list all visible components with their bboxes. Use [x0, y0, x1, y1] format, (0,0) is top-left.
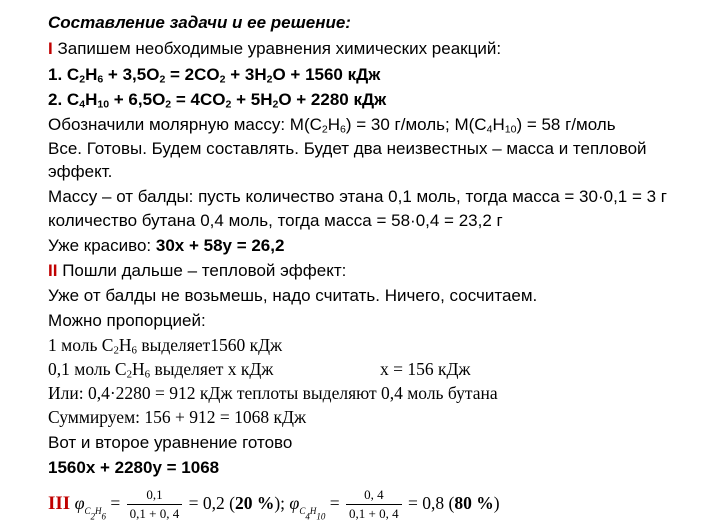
eq1-sub: 2 — [159, 73, 166, 86]
eq1-number: 1. — [48, 65, 63, 84]
fraction-numerator: 0, 4 — [346, 487, 402, 505]
pretty-text: Уже красиво: — [48, 236, 156, 255]
molar-sub: 2 — [321, 123, 328, 136]
molar-part: ) = 58 г/моль — [516, 115, 616, 134]
molar-part: ) = 30 г/моль; М(C — [345, 115, 487, 134]
molar-sub: 4 — [486, 123, 493, 136]
prop1-part: H — [118, 335, 132, 355]
eq2-sub: 2 — [272, 98, 279, 111]
prop2-sub: 2 — [126, 368, 133, 381]
phi-sub: C — [84, 506, 91, 517]
prop1-part: 1 моль C — [48, 335, 114, 355]
ready-line-2: эффект. — [48, 162, 113, 181]
proportion-row-1 — [48, 334, 282, 356]
result-butane: = 0,8 ( — [408, 493, 455, 513]
sum-line: Суммируем: 156 + 912 = 1068 кДж — [48, 407, 307, 427]
eq2-sub: 2 — [225, 98, 232, 111]
fraction-numerator: 0,1 — [127, 487, 183, 505]
section-1-line — [48, 38, 501, 60]
eq1-part: = 2CO — [165, 65, 220, 84]
phi-sub: H — [95, 506, 102, 517]
pretty-line — [48, 235, 284, 257]
eq2-part: H — [85, 90, 98, 109]
result-close: ) — [493, 493, 500, 513]
prop2-part: 0,1 моль C — [48, 359, 127, 379]
percent-butane: 80 % — [454, 493, 494, 513]
eq2-part: C — [66, 90, 80, 109]
proportion-row-2 — [48, 358, 273, 380]
phi-sub-index: 2 — [90, 511, 96, 522]
section-3-line — [48, 483, 500, 524]
phi-sub-index: 6 — [101, 511, 107, 522]
eq1-part: C — [66, 65, 80, 84]
prop1-part: выделяет1560 кДж — [136, 335, 283, 355]
equals-sign: = — [110, 493, 121, 513]
molar-mass-line — [48, 114, 616, 136]
mass-line-2: количество бутана 0,4 моль, тогда масса = 58·0,4 = 23,2 г — [48, 211, 503, 230]
molar-sub: 6 — [340, 123, 346, 136]
eq1-sub: 2 — [79, 73, 86, 86]
eq2-number: 2. — [48, 90, 63, 109]
prop1-sub: 2 — [113, 344, 119, 357]
section-1-text: Запишем необходимые уравнения химических реакций: — [57, 39, 502, 58]
page-title: Составление задачи и ее решение: — [48, 13, 351, 32]
section-2-line — [48, 260, 346, 282]
fraction-butane — [346, 487, 402, 522]
eq1-sub: 6 — [97, 73, 104, 86]
ready-line-1: Все. Готовы. Будем составлять. Будет два неизвестных – масса и тепловой — [48, 139, 647, 158]
prop2-part: выделяет x кДж — [150, 359, 274, 379]
prop2-part: H — [132, 359, 145, 379]
molar-part: H — [492, 115, 505, 134]
eq2-part: = 4CO — [171, 90, 226, 109]
eq2-part: O + 2280 кДж — [278, 90, 387, 109]
eq1-part: H — [85, 65, 98, 84]
phi-sub: H — [309, 506, 317, 517]
eq1-part: O + 1560 кДж — [272, 65, 381, 84]
percent-ethane: 20 % — [234, 493, 275, 513]
eq2-sub: 4 — [79, 98, 86, 111]
or-line: Или: 0,4·2280 = 912 кДж теплоты выделяют 0,4 моль бутана — [48, 383, 498, 403]
phi-sub-index: 10 — [316, 511, 326, 522]
fraction-denominator: 0,1 + 0, 4 — [349, 506, 399, 522]
result-close: ); — [274, 493, 286, 513]
phi-sub-index: 4 — [305, 511, 310, 522]
eq2-part: + 5H — [231, 90, 273, 109]
eq1-sub: 2 — [219, 73, 226, 86]
roman-numeral-3: III — [48, 493, 71, 514]
eq1-part: + 3H — [225, 65, 267, 84]
equals-sign: = — [329, 493, 340, 513]
eq2-sub: 2 — [165, 98, 172, 111]
fraction-ethane — [127, 487, 183, 522]
final-equation: 1560x + 2280y = 1068 — [48, 458, 220, 477]
phi-ethane — [74, 493, 107, 522]
section-2-text: Пошли дальше – тепловой эффект: — [62, 261, 347, 280]
x-result: x = 156 кДж — [380, 359, 471, 379]
prop1-sub: 6 — [131, 344, 137, 357]
eq1-part: + 3,5O — [103, 65, 160, 84]
molar-sub: 10 — [504, 123, 517, 136]
proportion-line: Можно пропорцией: — [48, 311, 206, 330]
phi-butane — [289, 493, 326, 522]
luck-line: Уже от балды не возьмешь, надо считать. Ничего, сосчитаем. — [48, 286, 538, 305]
eq1-sub: 2 — [266, 73, 273, 86]
roman-numeral-2: II — [48, 261, 58, 280]
equation-1 — [48, 64, 380, 86]
mass-line-1: Массу – от балды: пусть количество этана 0,1 моль, тогда масса = 30·0,1 = 3 г — [48, 187, 667, 206]
roman-numeral-1: I — [48, 39, 53, 58]
phi-symbol: φ — [289, 493, 300, 513]
eq2-part: + 6,5O — [109, 90, 166, 109]
fraction-denominator: 0,1 + 0, 4 — [129, 506, 180, 522]
prop2-sub: 6 — [144, 368, 151, 381]
first-equation: 30x + 58y = 26,2 — [155, 236, 285, 255]
second-ready-line: Вот и второе уравнение готово — [48, 433, 293, 452]
molar-part: Обозначили молярную массу: М(C — [48, 115, 322, 134]
result-ethane: = 0,2 ( — [188, 493, 235, 513]
equation-2 — [48, 89, 386, 111]
phi-symbol: φ — [74, 493, 85, 513]
eq2-sub: 10 — [97, 98, 110, 111]
phi-sub: C — [299, 506, 306, 517]
molar-part: H — [327, 115, 341, 134]
